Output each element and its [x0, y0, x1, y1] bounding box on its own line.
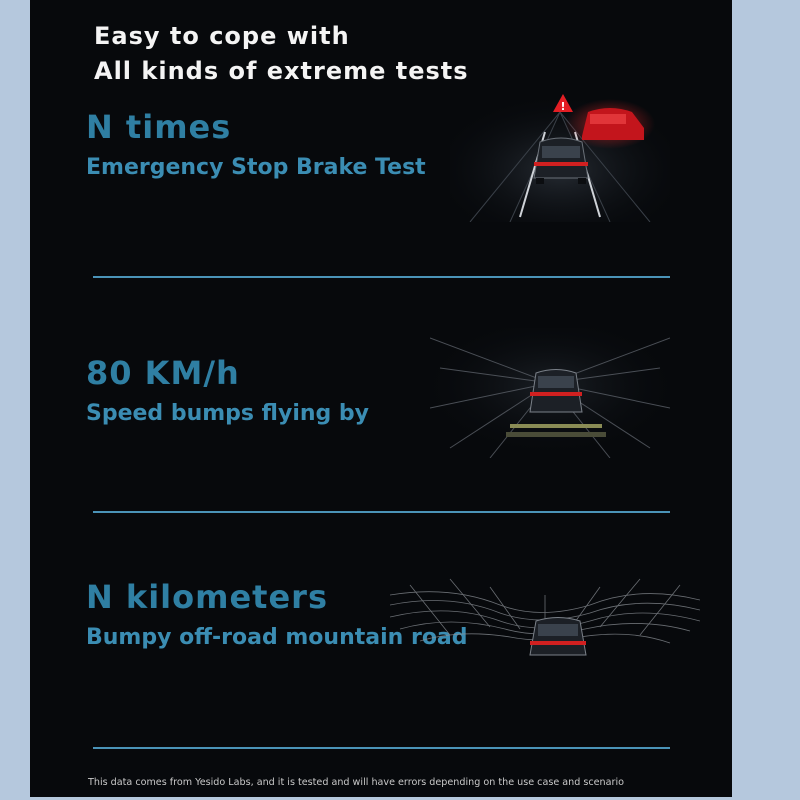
svg-text:!: !: [560, 100, 566, 113]
emergency-brake-scene-icon: [450, 92, 670, 222]
feature-3-stat: N kilometers: [86, 578, 328, 616]
footnote: This data comes from Yesido Labs, and it is tested and will have errors depending on the use case and scenario: [88, 777, 624, 788]
feature-panel: [30, 0, 732, 797]
feature-1-stat: N times: [86, 108, 232, 146]
divider-1: [93, 276, 670, 278]
feature-2-stat: 80 KM/h: [86, 354, 240, 392]
feature-2-description: Speed bumps flying by: [86, 401, 370, 426]
speed-bump-scene-icon: [430, 328, 670, 458]
mountain-road-scene-icon: [390, 565, 700, 685]
headline-line-1: Easy to cope with: [94, 22, 350, 50]
divider-3: [93, 747, 670, 749]
feature-1-description: Emergency Stop Brake Test: [86, 155, 426, 180]
divider-2: [93, 511, 670, 513]
headline-line-2: All kinds of extreme tests: [94, 57, 469, 85]
feature-3-description: Bumpy off-road mountain road: [86, 625, 468, 650]
